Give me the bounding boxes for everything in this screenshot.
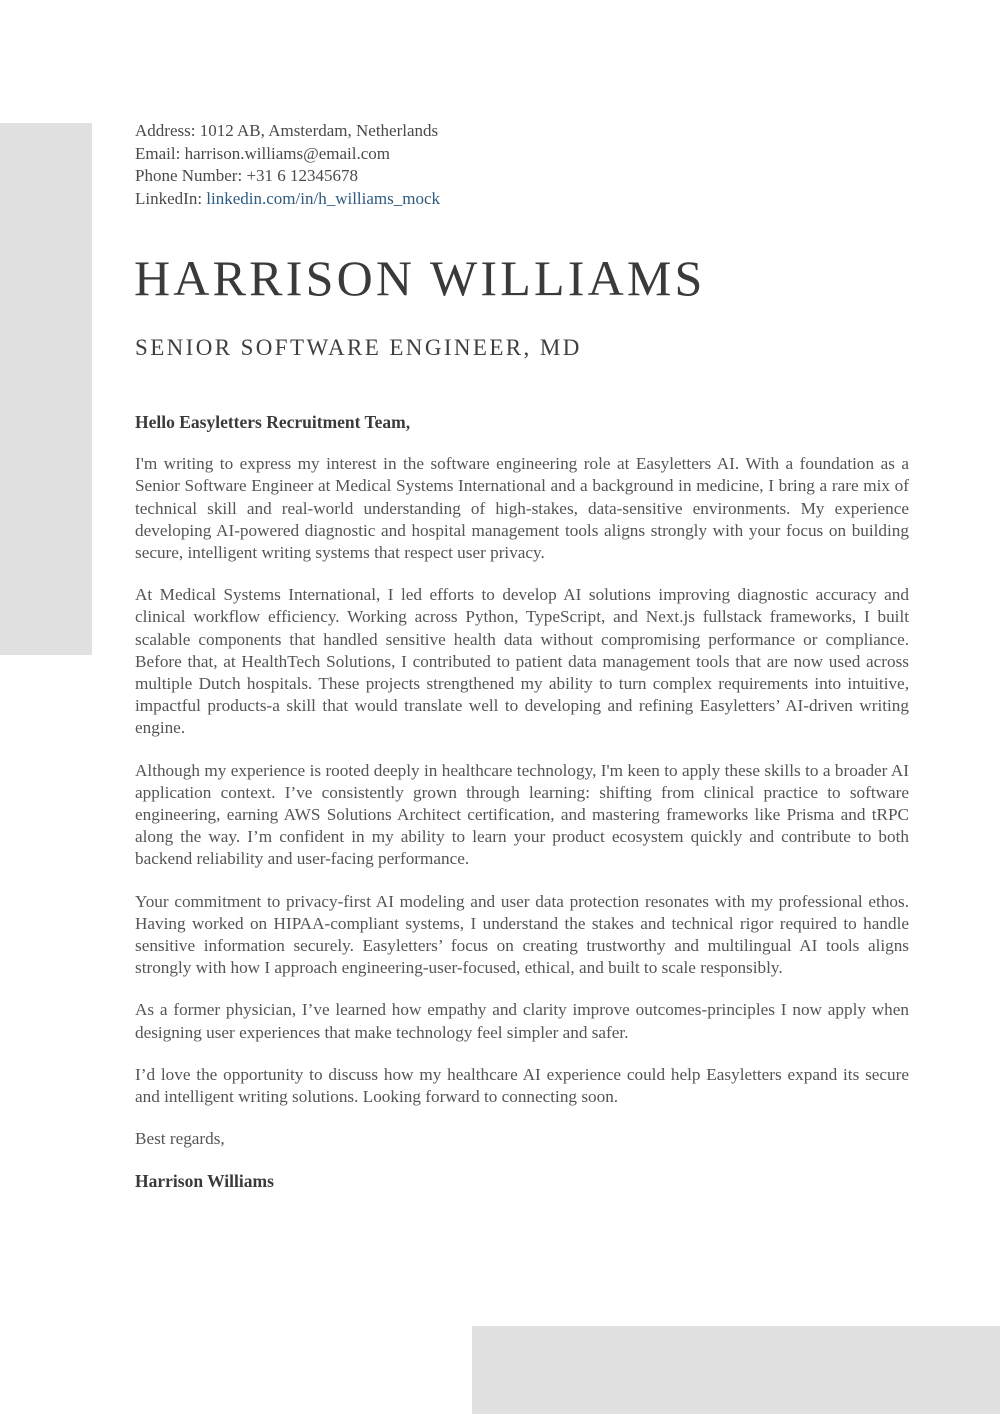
letter-paragraph: At Medical Systems International, I led efforts to develop AI solutions improving diagnostic accuracy and clinical workflow efficiency. Working across Python, TypeScript, and Next.js fullstack frameworks, I built scalable components that handled sensitive health data without compromising performance or compliance. Before that, at HealthTech Solutions, I contributed to patient data management tools that are now used across multiple Dutch hospitals. These projects strengthened my ability to turn complex requirements into intuitive, impactful products-a skill that would translate well to developing and refining Easyletters’ AI-driven writing engine. (135, 585, 909, 738)
address-row (135, 120, 440, 143)
decorative-side-block (0, 123, 92, 655)
letter-body (135, 411, 909, 1193)
phone-value: +31 6 12345678 (246, 166, 359, 185)
email-row (135, 143, 440, 166)
letter-signature: Harrison Williams (135, 1171, 274, 1192)
phone-row (135, 165, 440, 188)
email-label: Email: (135, 143, 181, 163)
decorative-footer-block (472, 1326, 1000, 1414)
linkedin-label: LinkedIn: (135, 188, 203, 208)
linkedin-link[interactable]: linkedin.com/in/h_williams_mock (206, 188, 441, 208)
letter-signoff: Best regards, (135, 1129, 225, 1149)
phone-label: Phone Number: (135, 166, 243, 185)
letter-paragraph: Your commitment to privacy-first AI modeling and user data protection resonates with my professional ethos. Having worked on HIPAA-compliant systems, I understand the stakes and technical rigor required to handle sensitive information securely. Easyletters’ focus on creating trustworthy and multilingual AI tools aligns strongly with how I approach engineering-user-focused, ethical, and built to scale responsibly. (135, 891, 909, 978)
address-value: 1012 AB, Amsterdam, Netherlands (199, 121, 439, 140)
candidate-title: SENIOR SOFTWARE ENGINEER, MD (135, 335, 582, 360)
contact-info (135, 120, 440, 210)
address-label: Address: (135, 121, 196, 140)
letter-paragraph: As a former physician, I’ve learned how empathy and clarity improve outcomes-principles I now apply when designing user experiences that make technology feel simpler and safer. (135, 1000, 909, 1042)
candidate-name: HARRISON WILLIAMS (134, 250, 706, 306)
letter-paragraph: Although my experience is rooted deeply in healthcare technology, I'm keen to apply these skills to a broader AI application context. I’ve consistently grown through learning: shifting from clinical practice to software engineering, earning AWS Solutions Architect certification, and mastering frameworks like Prisma and tRPC along the way. I’m confident in my ability to learn your product ecosystem quickly and contribute to both backend reliability and user-facing performance. (135, 760, 909, 869)
letter-greeting: Hello Easyletters Recruitment Team, (135, 412, 411, 432)
letter-paragraph: I'm writing to express my interest in the software engineering role at Easyletters AI. With a foundation as a Senior Software Engineer at Medical Systems International and a background in medicine, I bring a rare mix of technical skill and real-world understanding of high-stakes, data-sensitive environments. My experience developing AI-powered diagnostic and hospital management tools aligns strongly with your focus on building secure, intelligent writing systems that respect user privacy. (135, 454, 909, 563)
linkedin-row (135, 188, 440, 211)
letter-paragraph: I’d love the opportunity to discuss how my healthcare AI experience could help Easyletters expand its secure and intelligent writing solutions. Looking forward to connecting soon. (135, 1064, 909, 1107)
email-value: harrison.williams@email.com (184, 143, 391, 163)
